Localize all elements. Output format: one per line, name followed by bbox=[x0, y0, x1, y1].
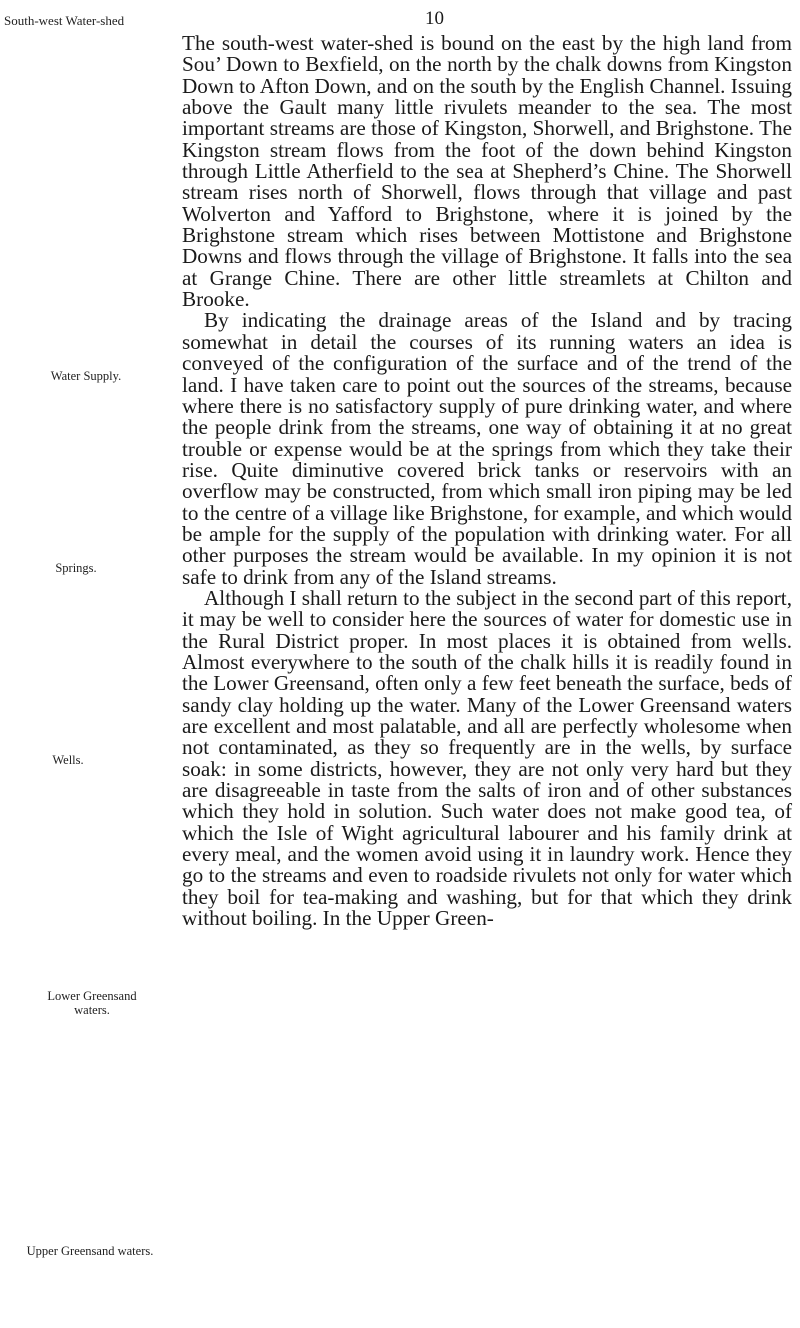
margin-note-lower-greensand: Lower Greensand waters. bbox=[47, 989, 137, 1017]
page-number: 10 bbox=[425, 8, 444, 29]
margin-note-south-west-watershed: South-west Water-shed bbox=[4, 13, 125, 28]
paragraph-wells: Although I shall return to the subject in the second part of this report, it may be well to consider here the sources of water for domestic use in the Rural District proper. In most places it is obtained from wells. Almost everywhere to the south of the chalk hills it is readily found in the Lower Greensand, often only a few feet beneath the surface, beds of sandy clay holding up the water. Many of the Lower Greensand waters are excellent and most palatable, and all are perfectly wholesome when not contaminated, as they so frequently are in the wells, by surface soak: in some districts, however, they are not only very hard but they are disagreeable in taste from the salts of iron and of other substances which they hold in solution. Such water does not make good tea, of which the Isle of Wight agricultural labourer and his family drink at every meal, and the women avoid using it in laundry work. Hence they go to the streams and even to roadside rivulets not only for water which they boil for tea-making and washing, but for that which they drink without boiling. In the Upper Green- bbox=[182, 585, 792, 931]
paragraph-watershed: The south-west water-shed is bound on the east by the high land from Sou’ Down to Bexfield, on the north by the chalk downs from Kingston Down to Afton Down, and on the south by the English Channel. Issuing above the Gault many little rivulets meander to the sea. The most important streams are those of Kingston, Shorwell, and Brighstone. The Kingston stream flows from the foot of the down behind Kingston through Little Atherfield to the sea at Shepherd’s Chine. The Shorwell stream rises north of Shorwell, flows through that village and past Wolverton and Yafford to Brighstone, where it is joined by the Brighstone stream which rises between Mottistone and Brighstone Downs and flows through the village of Brighstone. It falls into the sea at Grange Chine. There are other little streamlets at Chilton and Brooke. bbox=[182, 31, 792, 312]
body-text bbox=[182, 33, 792, 929]
margin-note-upper-greensand: Upper Greensand waters. bbox=[26, 1244, 154, 1258]
margin-note-water-supply: Water Supply. bbox=[50, 369, 122, 383]
margin-note-springs: Springs. bbox=[55, 561, 97, 575]
paragraph-water-supply: By indicating the drainage areas of the Island and by tracing somewhat in detail the courses of its running waters an idea is conveyed of the configuration of the surface and of the trend of the land. I have taken care to point out the sources of the streams, because where there is no satisfactory supply of pure drinking water, and where the people drink from the streams, one way of obtaining it at no great trouble or expense would be at the springs from which they take their rise. Quite diminutive covered brick tanks or reservoirs with an overflow may be constructed, from which small iron piping may be led to the centre of a village like Brighstone, for example, and which would be ample for the supply of the population with drinking water. For all other purposes the stream would be available. In my opinion it is not safe to drink from any of the Island streams. bbox=[182, 308, 792, 589]
margin-note-wells: Wells. bbox=[52, 753, 84, 767]
